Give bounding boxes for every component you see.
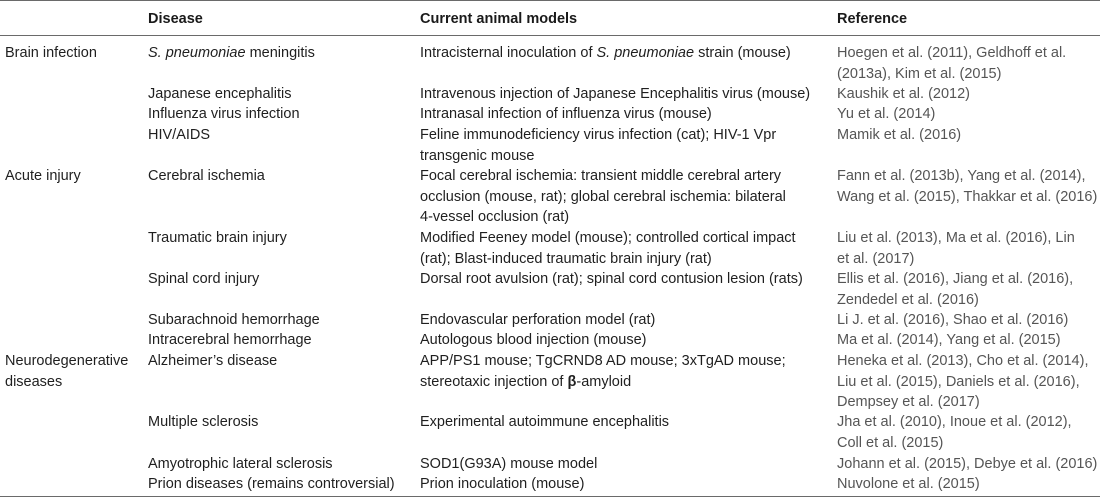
cell-text-line: Ma et al. (2014), Yang et al. (2015) xyxy=(837,332,1061,348)
cell-text-line: Heneka et al. (2013), Cho et al. (2014), xyxy=(837,353,1089,369)
cell-text-line: Johann et al. (2015), Debye et al. (2016) xyxy=(837,456,1098,472)
cell-text-line: Kaushik et al. (2012) xyxy=(837,86,970,102)
animal-model-cell xyxy=(420,84,825,105)
animal-model-cell xyxy=(420,330,825,351)
cell-text-line: 4-vessel occlusion (rat) xyxy=(420,209,570,226)
cell-text-line: stereotaxic injection of β-amyloid xyxy=(420,373,632,390)
cell-text-line: Intravenous injection of Japanese Encephalitis virus (mouse) xyxy=(420,86,811,102)
cell-text-line: Subarachnoid hemorrhage xyxy=(148,312,320,328)
reference-cell xyxy=(837,454,1099,475)
cell-text-line: Nuvolone et al. (2015) xyxy=(837,476,980,492)
cell-text-line: Zendedel et al. (2016) xyxy=(837,291,979,308)
cell-text-line: Dempsey et al. (2017) xyxy=(837,394,980,411)
cell-text-line: Jha et al. (2010), Inoue et al. (2012), xyxy=(837,414,1072,430)
cell-text-line: (2013a), Kim et al. (2015) xyxy=(837,65,1002,82)
animal-model-cell xyxy=(420,228,825,269)
animal-model-cell xyxy=(420,454,825,475)
animal-model-cell xyxy=(420,104,825,125)
category-cell xyxy=(5,351,140,392)
animal-model-cell xyxy=(420,125,825,166)
reference-cell xyxy=(837,310,1099,331)
cell-text-line: Focal cerebral ischemia: transient middle cerebral artery xyxy=(420,168,782,184)
reference-cell xyxy=(837,269,1099,310)
animal-model-cell xyxy=(420,310,825,331)
cell-text-line: Experimental autoimmune encephalitis xyxy=(420,414,670,430)
category-cell xyxy=(5,166,140,187)
cell-text-line: Wang et al. (2015), Thakkar et al. (2016) xyxy=(837,188,1098,205)
cell-text-line: et al. (2017) xyxy=(837,250,915,267)
cell-text-line: Liu et al. (2015), Daniels et al. (2016), xyxy=(837,373,1080,390)
animal-model-cell xyxy=(420,412,825,433)
cell-text-line: Prion diseases (remains controversial) xyxy=(148,476,395,492)
reference-cell xyxy=(837,474,1099,495)
cell-text-line: Traumatic brain injury xyxy=(148,230,287,246)
cell-text-line: APP/PS1 mouse; TgCRND8 AD mouse; 3xTgAD mouse; xyxy=(420,353,786,369)
animal-model-cell xyxy=(420,474,825,495)
cell-text-line: (rat); Blast-induced traumatic brain injury (rat) xyxy=(420,250,712,267)
reference-cell xyxy=(837,166,1099,207)
cell-text-line: Modified Feeney model (mouse); controlled cortical impact xyxy=(420,230,796,246)
cell-text-line: Autologous blood injection (mouse) xyxy=(420,332,647,348)
header-rule xyxy=(0,35,1100,36)
cell-text-line: Neurodegenerative xyxy=(5,353,129,369)
cell-text-line: Cerebral ischemia xyxy=(148,168,265,184)
cell-text-line: Intracerebral hemorrhage xyxy=(148,332,312,348)
table-bottom-rule xyxy=(0,496,1100,497)
cell-text-line: Endovascular perforation model (rat) xyxy=(420,312,656,328)
disease-cell xyxy=(148,125,413,146)
reference-cell xyxy=(837,412,1099,453)
cell-text-line: SOD1(G93A) mouse model xyxy=(420,456,598,472)
cell-text-line: Influenza virus infection xyxy=(148,106,300,122)
cell-text-line: Hoegen et al. (2011), Geldhoff et al. xyxy=(837,45,1067,61)
cell-text-line: Coll et al. (2015) xyxy=(837,434,944,451)
table-top-rule xyxy=(0,0,1100,1)
disease-cell xyxy=(148,454,413,475)
disease-cell xyxy=(148,412,413,433)
cell-text-line: Ellis et al. (2016), Jiang et al. (2016), xyxy=(837,271,1074,287)
category-cell xyxy=(5,43,140,64)
animal-model-cell xyxy=(420,269,825,290)
cell-text-line: Prion inoculation (mouse) xyxy=(420,476,585,492)
cell-text-line: Liu et al. (2013), Ma et al. (2016), Lin xyxy=(837,230,1075,246)
reference-cell xyxy=(837,351,1099,413)
cell-text-line: S. pneumoniae meningitis xyxy=(148,45,315,61)
disease-cell xyxy=(148,43,413,64)
header-reference: Reference xyxy=(837,11,908,27)
cell-text-line: HIV/AIDS xyxy=(148,127,211,143)
cell-text-line: Mamik et al. (2016) xyxy=(837,127,962,143)
disease-cell xyxy=(148,269,413,290)
cell-text-line: Japanese encephalitis xyxy=(148,86,292,102)
cell-text-line: Brain infection xyxy=(5,45,97,61)
reference-cell xyxy=(837,125,1099,146)
disease-cell xyxy=(148,104,413,125)
animal-model-cell xyxy=(420,166,825,228)
reference-cell xyxy=(837,228,1099,269)
cell-text-line: Li J. et al. (2016), Shao et al. (2016) xyxy=(837,312,1069,328)
reference-cell xyxy=(837,330,1099,351)
header-current-animal-models: Current animal models xyxy=(420,11,578,27)
disease-cell xyxy=(148,330,413,351)
cell-text-line: Intranasal infection of influenza virus (mouse) xyxy=(420,106,712,122)
cell-text-line: Multiple sclerosis xyxy=(148,414,259,430)
reference-cell xyxy=(837,104,1099,125)
disease-cell xyxy=(148,228,413,249)
cell-text-line: occlusion (mouse, rat); global cerebral ischemia: bilateral xyxy=(420,188,786,205)
cell-text-line: Feline immunodeficiency virus infection (cat); HIV-1 Vpr xyxy=(420,127,777,143)
cell-text-line: Intracisternal inoculation of S. pneumoniae strain (mouse) xyxy=(420,45,791,61)
cell-text-line: Alzheimer’s disease xyxy=(148,353,278,369)
disease-cell xyxy=(148,351,413,372)
cell-text-line: Amyotrophic lateral sclerosis xyxy=(148,456,333,472)
disease-cell xyxy=(148,166,413,187)
cell-text-line: transgenic mouse xyxy=(420,147,535,164)
animal-model-cell xyxy=(420,43,825,64)
disease-cell xyxy=(148,474,413,495)
disease-cell xyxy=(148,310,413,331)
header-disease: Disease xyxy=(148,11,203,27)
cell-text-line: Spinal cord injury xyxy=(148,271,260,287)
cell-text-line: Dorsal root avulsion (rat); spinal cord contusion lesion (rats) xyxy=(420,271,803,287)
cell-text-line: diseases xyxy=(5,373,63,390)
reference-cell xyxy=(837,43,1099,84)
cell-text-line: Yu et al. (2014) xyxy=(837,106,936,122)
animal-model-cell xyxy=(420,351,825,392)
cell-text-line: Acute injury xyxy=(5,168,81,184)
reference-cell xyxy=(837,84,1099,105)
cell-text-line: Fann et al. (2013b), Yang et al. (2014), xyxy=(837,168,1086,184)
disease-cell xyxy=(148,84,413,105)
